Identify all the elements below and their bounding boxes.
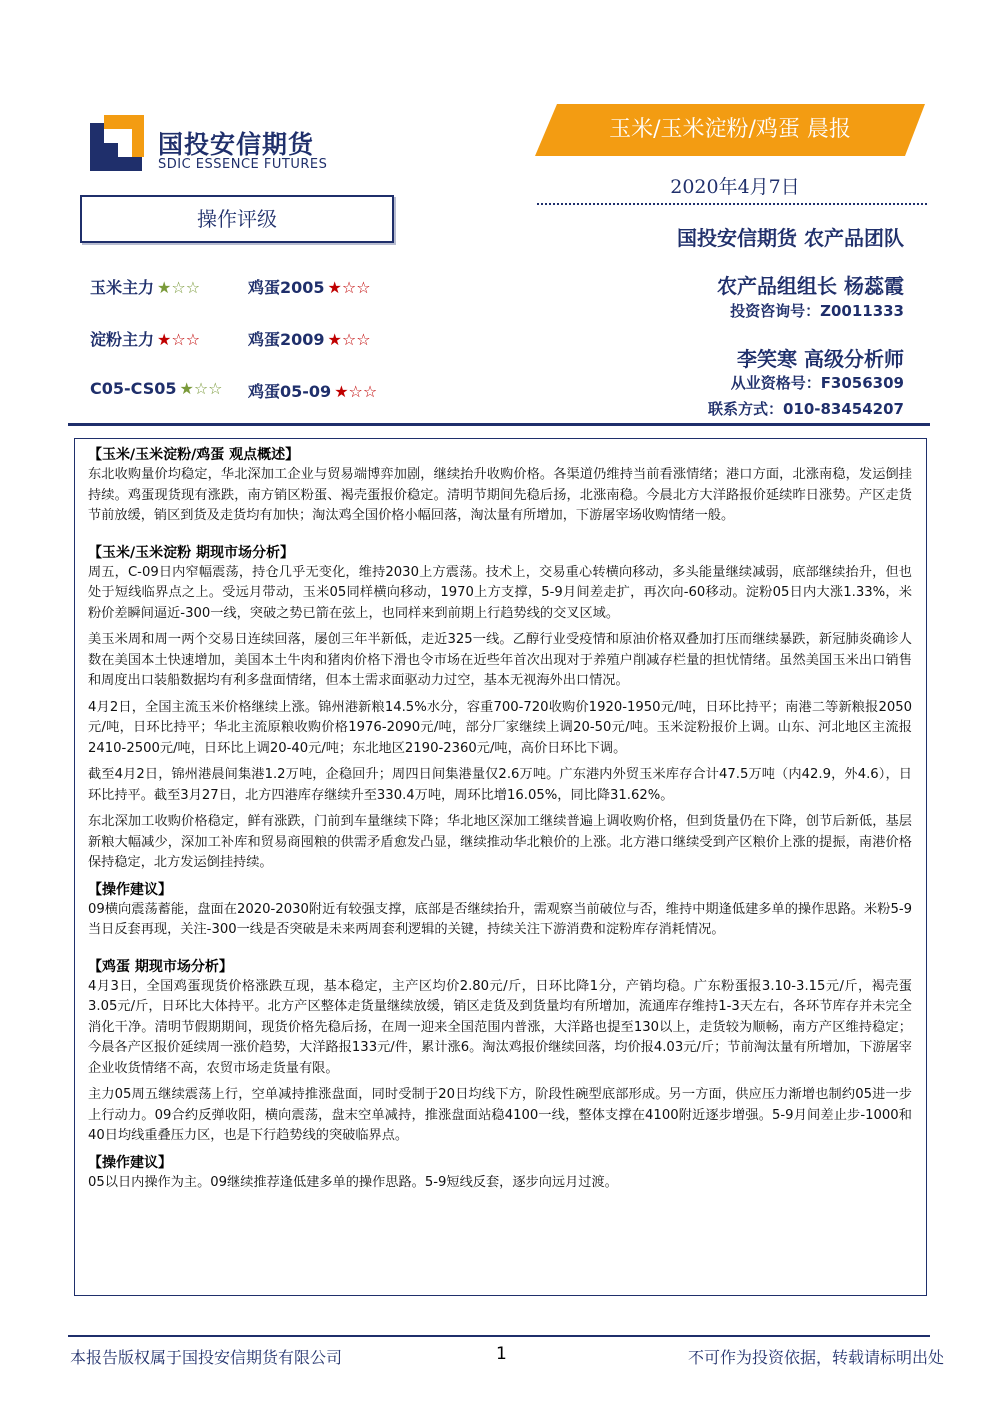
footer-disclaimer: 不可作为投资依据，转载请标明出处	[687, 1348, 944, 1367]
rating-title: 操作评级	[197, 207, 277, 231]
analyst1-cert: 投资咨询号：Z0011333	[730, 302, 904, 320]
rating-stars-icon: ★☆☆	[327, 278, 371, 297]
report-date: 2020年4月7日	[670, 176, 800, 198]
analyst2-name: 李笑寒 高级分析师	[737, 347, 904, 371]
analyst2-contact: 联系方式：010-83454207	[707, 400, 904, 418]
rating-stars-icon: ★☆☆	[157, 278, 201, 297]
analyst2-cert: 从业资格号：F3056309	[730, 374, 904, 392]
analyst1-name: 农产品组组长 杨蕊霞	[717, 274, 904, 298]
rating-label: 鸡蛋2009	[248, 330, 325, 349]
paragraph: 周五，C-09日内窄幅震荡，持仓几乎无变化，维持2030上方震荡。技术上，交易重心转横向移动，多头能量继续减弱，底部继续抬升，但也处于短线临界点之上。受远月带动，玉米05同样横向移动，1970上方支撑，5-9月间差走扩，再次向-60移动。淀粉05日内大涨1.33%，米粉价差瞬间逼近-300一线，突破之势已箭在弦上，也同样来到前期上行趋势线的交叉区域。	[88, 564, 912, 621]
team-name: 国投安信期货 农产品团队	[677, 226, 904, 250]
report-title: 玉米/玉米淀粉/鸡蛋 晨报	[609, 117, 851, 142]
rating-row	[90, 379, 410, 405]
rating-row	[90, 275, 410, 301]
footer-divider	[68, 1335, 930, 1337]
rating-label: 玉米主力	[90, 278, 155, 297]
section-title: 【玉米/玉米淀粉 期现市场分析】	[88, 544, 294, 561]
section-title: 【操作建议】	[88, 881, 172, 898]
page-number: 1	[496, 1344, 507, 1364]
rating-right	[248, 379, 377, 402]
paragraph: 05以日内操作为主。09继续推荐逢低建多单的操作思路。5-9短线反套，逐步向远月过渡。	[88, 1174, 618, 1190]
logo-cn-text: 国投安信期货	[158, 130, 315, 159]
rating-title-box	[80, 195, 394, 243]
paragraph: 截至4月2日，锦州港晨间集港1.2万吨，企稳回升；周四日间集港量仅2.6万吨。广东港内外贸玉米库存合计47.5万吨（内42.9，外4.6），日环比持平。截至3月27日，北方四港库存继续升至330.4万吨，周环比增16.05%，同比降31.62%。	[88, 767, 912, 803]
paragraph: 美玉米周和周一两个交易日连续回落，屡创三年半新低，走近325一线。乙醇行业受疫情和原油价格双叠加打压而继续暴跌，新冠肺炎确诊人数在美国本土快速增加，美国本土牛肉和猪肉价格下滑也令市场在近些年首次出现对于养殖户削减存栏量的担忧情绪。虽然美国玉米出口销售和周度出口装船数据均有利多盘面情绪，但本土需求面驱动力过空，基本无视海外出口情况。	[88, 632, 912, 688]
rating-row	[90, 327, 410, 353]
section-title: 【鸡蛋 期现市场分析】	[88, 958, 233, 975]
rating-stars-icon: ★☆☆	[179, 379, 223, 398]
paragraph: 东北收购量价均稳定，华北深加工企业与贸易端博弈加剧，继续抬升收购价格。各渠道仍维持当前看涨情绪；港口方面，北涨南稳，发运倒挂持续。鸡蛋现货现有涨跌，南方销区粉蛋、褐壳蛋报价稳定。清明节期间先稳后扬，北涨南稳。今晨北方大洋路报价延续昨日涨势。产区走货节前放缓，销区到货及走货均有加快；淘汰鸡全国价格小幅回落，淘汰量有所增加，下游屠宰场收购情绪一般。	[88, 467, 912, 523]
rating-stars-icon: ★☆☆	[327, 330, 371, 349]
header-divider	[68, 423, 930, 426]
footer-copyright: 本报告版权属于国投安信期货有限公司	[70, 1348, 343, 1367]
paragraph: 4月3日，全国鸡蛋现货价格涨跌互现，基本稳定，主产区均价2.80元/斤，日环比降1分，产销均稳。广东粉蛋报3.10-3.15元/斤，褐壳蛋3.05元/斤，日环比大体持平。北方产区整体走货量继续放缓，销区走货及到货量均有所增加，流通库存维持1-3天左右，各环节库存并未完全消化干净。清明节假期期间，现货价格先稳后扬，在周一迎来全国范围内普涨，大洋路也提至130以上，走货较为顺畅，南方产区维持稳定；今晨各产区报价延续周一涨价趋势，大洋路报133元/件，累计涨6。淘汰鸡报价继续回落，均价报4.03元/斤；节前淘汰量有所增加，下游屠宰企业收货情绪不高，农贸市场走货量有限。	[88, 978, 912, 1076]
rating-label: 淀粉主力	[90, 330, 155, 349]
section-title: 【操作建议】	[88, 1154, 172, 1171]
rating-stars-icon: ★☆☆	[157, 330, 201, 349]
rating-left	[90, 379, 223, 398]
paragraph: 东北深加工收购价格稳定，鲜有涨跌，门前到车量继续下降；华北地区深加工继续普遍上调收购价格，但到货量仍在下降，创节后新低，基层新粮大幅减少，深加工补库和贸易商囤粮的供需矛盾愈发凸显，继续推动华北粮价的上涨。北方港口继续受到产区粮价上涨的提振，南港价格保持稳定，北方发运倒挂持续。	[88, 814, 912, 870]
logo-en-text: SDIC ESSENCE FUTURES	[158, 157, 328, 172]
report-body	[74, 438, 927, 1296]
rating-label: C05-CS05	[90, 379, 177, 398]
paragraph: 4月2日，全国主流玉米价格继续上涨。锦州港新粮14.5%水分，容重700-720收购价1920-1950元/吨，日环比持平；南港二等新粮报2050元/吨，日环比持平；华北主流原粮收购价格1976-2090元/吨，部分厂家继续上调20-50元/吨。玉米淀粉报价上调。山东、河北地区主流报2410-2500元/吨，日环比上调20-40元/吨；东北地区2190-2360元/吨，高价日环比下调。	[88, 699, 912, 756]
logo-mark-icon	[90, 115, 150, 175]
company-logo	[90, 115, 340, 175]
rating-label: 鸡蛋05-09	[248, 382, 332, 401]
paragraph: 09横向震荡蓄能，盘面在2020-2030附近有较强支撑，底部是否继续抬升，需观察当前破位与否，维持中期逢低建多单的操作思路。米粉5-9当日反套再现，关注-300一线是否突破是未来两周套利逻辑的关键，持续关注下游消费和淀粉库存消耗情况。	[88, 901, 912, 937]
rating-stars-icon: ★☆☆	[334, 382, 378, 401]
report-title-banner	[535, 104, 925, 156]
dotted-divider	[537, 203, 927, 205]
rating-left	[90, 327, 200, 350]
rating-right	[248, 327, 371, 350]
rating-left	[90, 275, 200, 298]
rating-right	[248, 275, 371, 298]
section-title: 【玉米/玉米淀粉/鸡蛋 观点概述】	[88, 447, 300, 463]
rating-label: 鸡蛋2005	[248, 278, 325, 297]
paragraph: 主力05周五继续震荡上行，空单减持推涨盘面，同时受制于20日均线下方，阶段性碗型底部形成。另一方面，供应压力渐增也制约05进一步上行动力。09合约反弹收阳，横向震荡，盘末空单减持，推涨盘面站稳4100一线，整体支撑在4100附近逐步增强。5-9月间差止步-1000和40日均线重叠压力区，也是下行趋势线的突破临界点。	[88, 1087, 912, 1143]
